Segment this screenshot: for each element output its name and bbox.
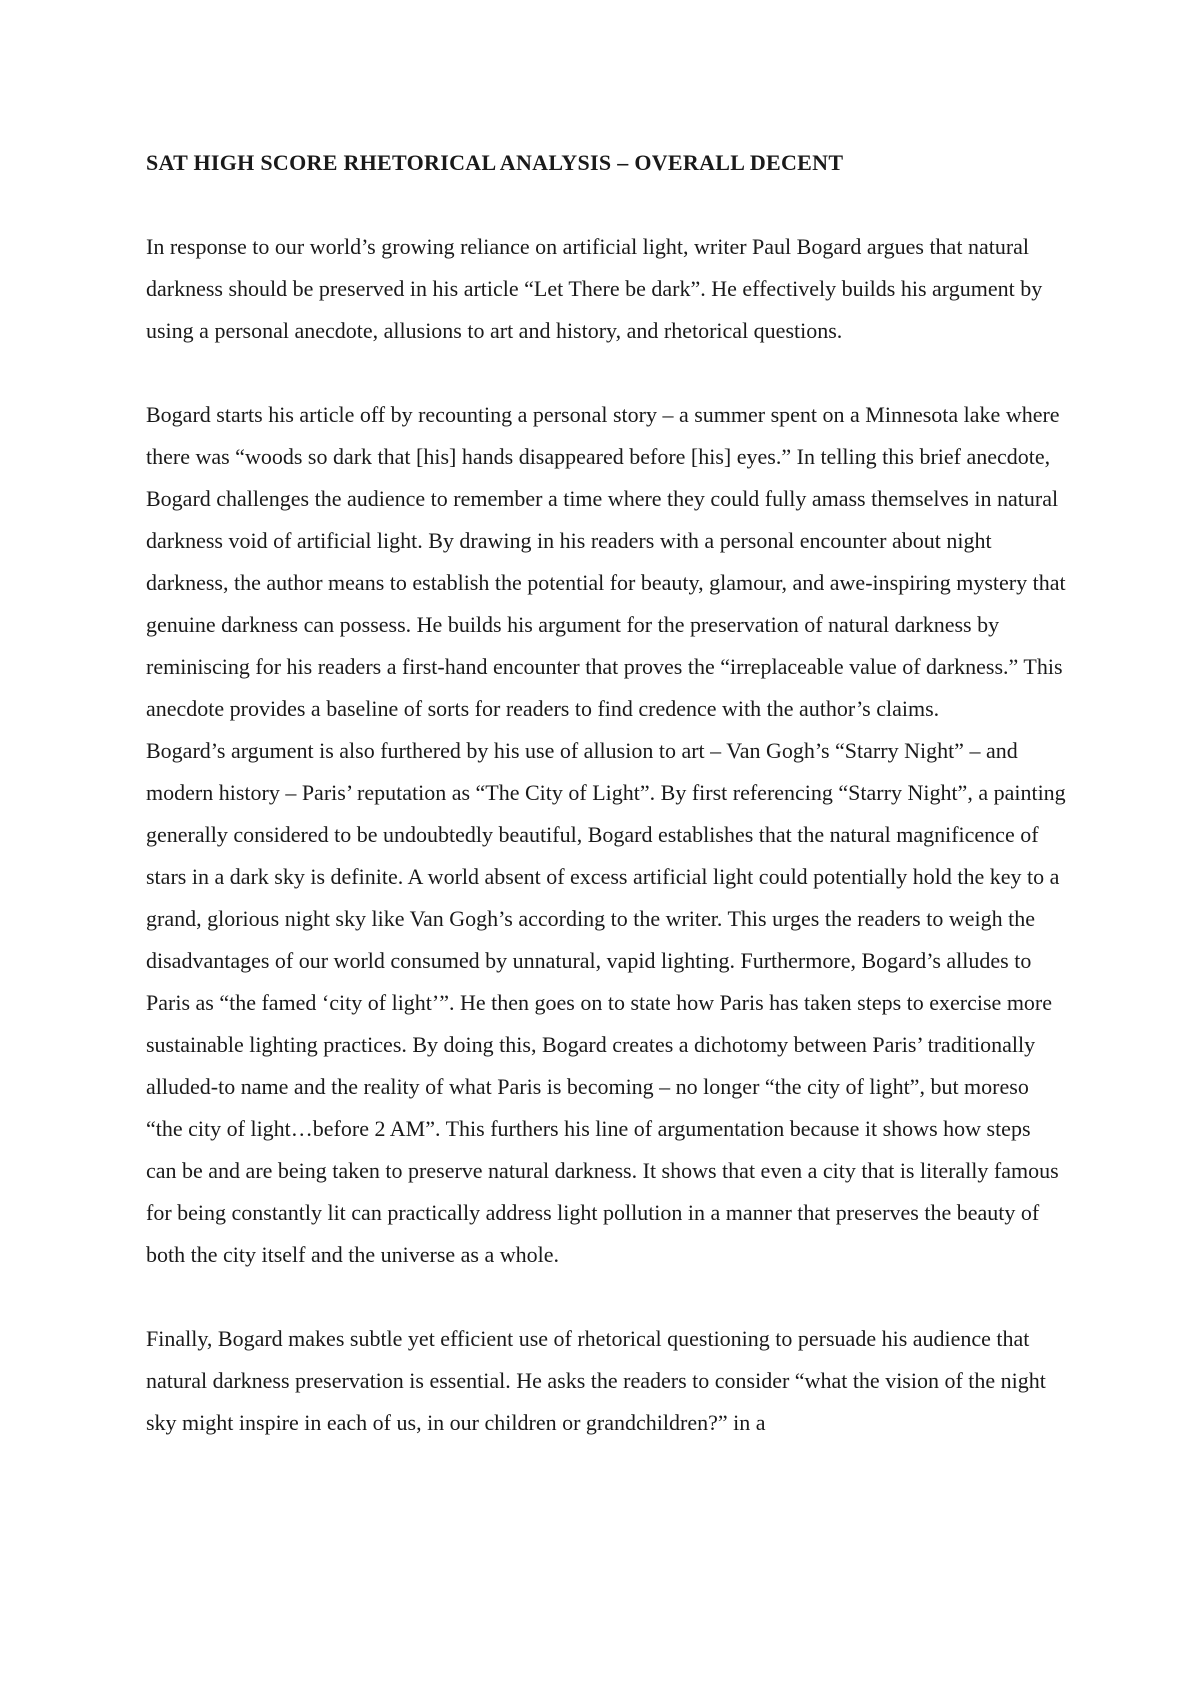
document-body <box>146 142 1066 1444</box>
paragraph-introduction: In response to our world’s growing reliance on artificial light, writer Paul Bogard argues that natural darkness should be preserved in his article “Let There be dark”. He effectively builds his argument by using a personal anecdote, allusions to art and history, and rhetorical questions. <box>146 234 1043 343</box>
paragraph-spacer <box>146 352 1066 394</box>
paragraph-rhetorical-questions: Finally, Bogard makes subtle yet efficient use of rhetorical questioning to persuade his audience that natural darkness preservation is essential. He asks the readers to consider “what the vision of the night sky might inspire in each of us, in our children or grandchildren?” in a <box>146 1326 1046 1435</box>
document-title: SAT HIGH SCORE RHETORICAL ANALYSIS – OVERALL DECENT <box>146 150 844 175</box>
paragraph-anecdote: Bogard starts his article off by recounting a personal story – a summer spent on a Minnesota lake where there was “woods so dark that [his] hands disappeared before [his] eyes.” In telling this brief anecdote, Bogard challenges the audience to remember a time where they could fully amass themselves in natural darkness void of artificial light. By drawing in his readers with a personal encounter about night darkness, the author means to establish the potential for beauty, glamour, and awe-inspiring mystery that genuine darkness can possess. He builds his argument for the preservation of natural darkness by reminiscing for his readers a first-hand encounter that proves the “irreplaceable value of darkness.” This anecdote provides a baseline of sorts for readers to find credence with the author’s claims. <box>146 402 1066 721</box>
paragraph-allusion: Bogard’s argument is also furthered by his use of allusion to art – Van Gogh’s “Starry Night” – and modern history – Paris’ reputation as “The City of Light”. By first referencing “Starry Night”, a painting generally considered to be undoubtedly beautiful, Bogard establishes that the natural magnificence of stars in a dark sky is definite. A world absent of excess artificial light could potentially hold the key to a grand, glorious night sky like Van Gogh’s according to the writer. This urges the readers to weigh the disadvantages of our world consumed by unnatural, vapid lighting. Furthermore, Bogard’s alludes to Paris as “the famed ‘city of light’”. He then goes on to state how Paris has taken steps to exercise more sustainable lighting practices. By doing this, Bogard creates a dichotomy between Paris’ traditionally alluded-to name and the reality of what Paris is becoming – no longer “the city of light”, but moreso “the city of light…before 2 AM”. This furthers his line of argumentation because it shows how steps can be and are being taken to preserve natural darkness. It shows that even a city that is literally famous for being constantly lit can practically address light pollution in a manner that preserves the beauty of both the city itself and the universe as a whole. <box>146 738 1066 1267</box>
paragraph-spacer <box>146 1276 1066 1318</box>
